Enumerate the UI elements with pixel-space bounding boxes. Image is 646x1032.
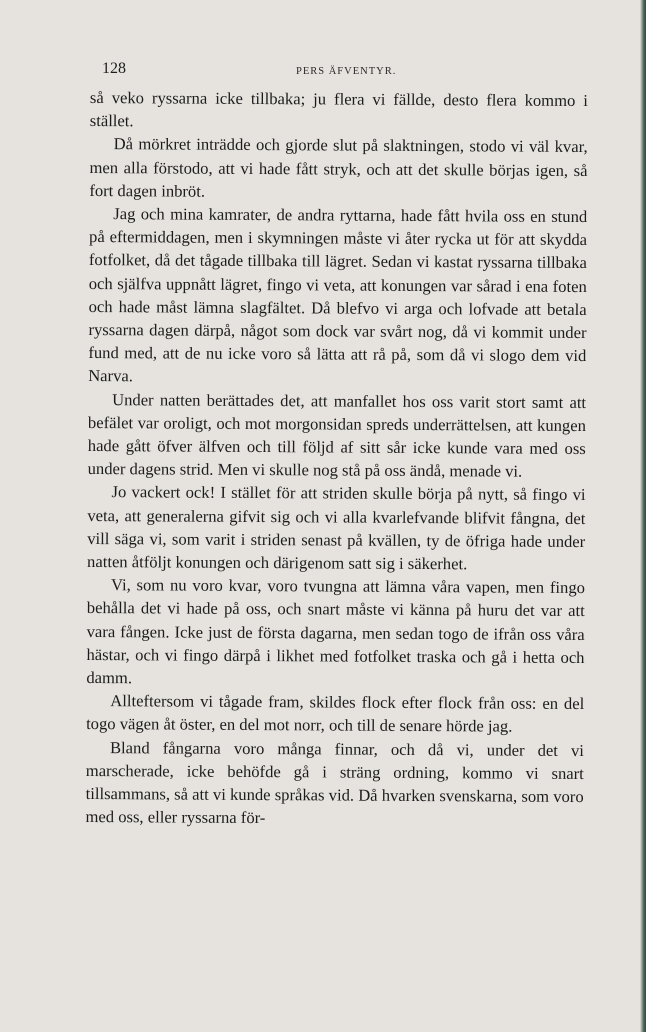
paragraph-continued: så veko ryssarna icke tillbaka; ju flera vi fällde, desto flera kommo i stället. xyxy=(89,87,588,131)
paragraph: Allteftersom vi tågade fram, skildes flock efter flock från oss: en del togo vägen åt öster, en del mot norr, och till de senare hörde jag. xyxy=(86,691,585,737)
body-text xyxy=(85,86,588,832)
running-title: PERS ÄFVENTYR. xyxy=(296,66,397,77)
paragraph: Jo vackert ock! I stället för att striden skulle börja på nytt, så fingo vi veta, att generalerna gifvit sig och vi alla kvarlefvande blifvit fångna, det vill säga vi, som varit i striden senast på kvällen, ty de öfriga hade under natten åtföljt konungen och därigenom satt sig i säkerhet. xyxy=(87,482,586,574)
book-spine-edge xyxy=(640,0,646,1032)
paragraph: Jag och mina kamrater, de andra ryttarna, hade fått hvila oss en stund på eftermiddagen, men i skymningen måste vi åter rycka ut för att skydda fotfolket, då det tågade tillbaka till lägret. Sedan vi kastat ryssarna tillbaka och själfva uppnått lägret, fingo vi veta, att konungen var sårad i ena foten och hade måst lämna slagfältet. Då blefvo vi arga och lofvade att betala ryssarna dagen därpå, något som dock var svårt nog, då vi kommit under fund med, att de nu icke voro så lätta att rå på, som då vi slogo dem vid Narva. xyxy=(88,204,588,386)
paragraph: Under natten berättades det, att manfallet hos oss varit stort samt att befälet var oroligt, och mot morgonsidan spreds underrättelsen, att kungen hade gått öfver älfven och till följd af sitt sår icke kunde vara med oss under dagens strid. Men vi skulle nog stå på oss ändå, menade vi. xyxy=(87,389,587,481)
paragraph: Då mörkret inträdde och gjorde slut på slaktningen, stodo vi väl kvar, men alla förstodo, att vi hade fått stryk, och att det skulle börjas igen, så fort dagen inbröt. xyxy=(89,134,588,201)
paragraph: Vi, som nu voro kvar, voro tvungna att lämna våra vapen, men fingo behålla det vi hade på oss, och snart måste vi känna på huru det var att vara fången. Icke just de första dagarna, men sedan togo de ifrån oss våra hästar, och vi fingo därpå i likhet med fotfolket traska och gå i hetta och damm. xyxy=(86,575,586,688)
paragraph-continues: Bland fångarna voro många finnar, och då vi, under det vi marscherade, icke behöfde gå i sträng ordning, kommo vi snart tillsammans, så att vi kunde språkas vid. Då hvarken svenskarna, som voro med oss, eller ryssarna för- xyxy=(85,737,585,828)
page-number: 128 xyxy=(102,60,126,77)
